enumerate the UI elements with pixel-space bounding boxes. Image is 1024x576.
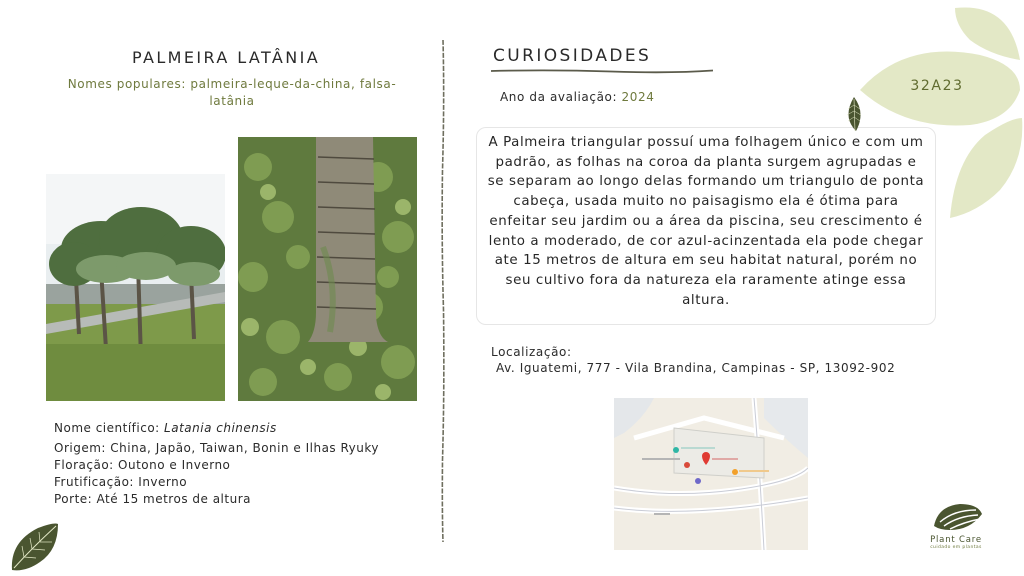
curiosities-title: CURIOSIDADES xyxy=(493,46,652,66)
curiosities-text-card: A Palmeira triangular possuí uma folhagem único e com um padrão, as folhas na coroa da planta surgem agrupadas e se separam ao longo delas formando um triangulo de ponta cabeça, usada muito no paisagismo ela é ótima para enfeitar seu jardim ou a área da piscina, seu crescimento é lento a moderado, de cor azul-acinzentada ela pode chegar ate 15 metros de altura em seu habitat natural, porém no seu cultivo fora da natureza ela raramente atinge essa altura. xyxy=(476,127,936,325)
size-row xyxy=(54,491,384,508)
brand-name: Plant Care xyxy=(930,535,982,545)
evaluation-year-label: Ano da avaliação: xyxy=(500,90,618,104)
scientific-name-value: Latania chinensis xyxy=(164,421,277,435)
scientific-name-label: Nome científico: xyxy=(54,421,160,435)
fruiting-row xyxy=(54,474,384,491)
popular-names xyxy=(48,76,416,110)
evaluation-year-value: 2024 xyxy=(621,90,655,104)
plant-code: 32A23 xyxy=(910,78,964,94)
evaluation-year xyxy=(500,90,655,104)
brand-tagline: cuidado em plantas xyxy=(930,545,982,550)
palm-grove-photo xyxy=(46,174,225,401)
fruiting-label: Frutificação: xyxy=(54,475,134,489)
location-label: Localização: xyxy=(491,345,572,359)
origin-label: Origem: xyxy=(54,441,106,455)
size-label: Porte: xyxy=(54,492,93,506)
fruiting-value: Inverno xyxy=(138,475,188,489)
plant-info-list xyxy=(54,420,384,508)
origin-row xyxy=(54,440,384,457)
flowering-value: Outono e Inverno xyxy=(118,458,231,472)
origin-value: China, Japão, Taiwan, Bonin e Ilhas Ryuky xyxy=(110,441,379,455)
decorative-leaves-icon xyxy=(860,0,1024,230)
size-value: Até 15 metros de altura xyxy=(96,492,251,506)
palm-trunk-photo xyxy=(238,137,417,401)
popular-names-label: Nomes populares: xyxy=(67,77,186,91)
location-address: Av. Iguatemi, 777 - Vila Brandina, Campinas - SP, 13092-902 xyxy=(496,361,896,375)
flowering-label: Floração: xyxy=(54,458,114,472)
title-underline xyxy=(491,68,713,74)
scientific-name-row xyxy=(54,420,384,437)
popular-names-value: palmeira-leque-da-china, falsa-latânia xyxy=(190,77,397,108)
plant-title: PALMEIRA LATÂNIA xyxy=(132,48,321,67)
column-divider xyxy=(441,40,445,542)
small-leaf-icon xyxy=(842,95,866,135)
location-map[interactable] xyxy=(614,398,808,550)
corner-leaf-icon xyxy=(8,522,60,572)
flowering-row xyxy=(54,457,384,474)
